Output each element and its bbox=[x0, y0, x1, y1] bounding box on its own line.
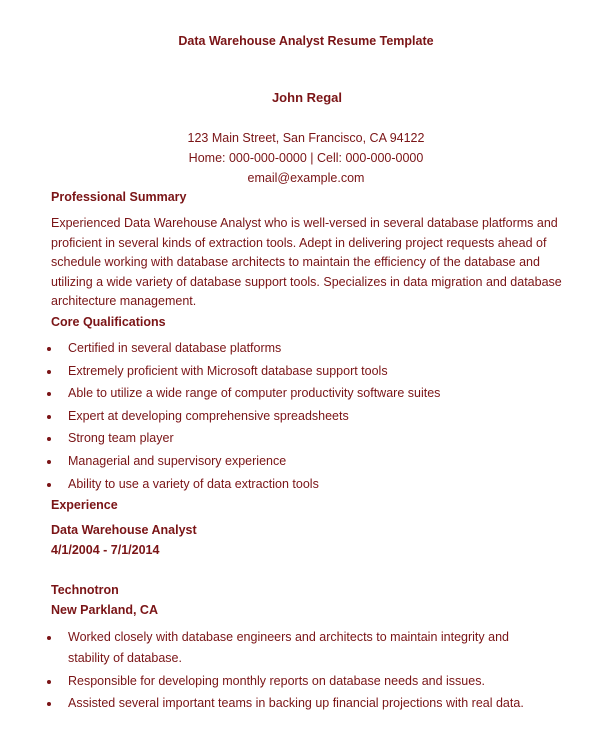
list-item bbox=[0, 450, 440, 473]
candidate-name: John Regal bbox=[271, 90, 343, 105]
qualification-text: Certified in several database platforms bbox=[68, 341, 282, 355]
list-item bbox=[0, 337, 440, 360]
bullet-icon bbox=[47, 392, 51, 396]
qualification-text: Expert at developing comprehensive spreadsheets bbox=[68, 408, 349, 423]
company-name: Technotron bbox=[51, 583, 119, 597]
company-location: New Parkland, CA bbox=[51, 603, 158, 617]
bullet-icon bbox=[47, 437, 51, 441]
summary-text: Experienced Data Warehouse Analyst who is well-versed in several database platforms and proficient in several kinds of extraction tools. Adept in delivering project requests ahead of schedule working with database architects to maintain the efficiency of the database and utilizing a wide variety of database support tools. Specializes in data migration and database architecture management. bbox=[51, 216, 562, 309]
job-dates: 4/1/2004 - 7/1/2014 bbox=[51, 543, 160, 557]
bullet-icon bbox=[47, 680, 51, 684]
contact-email: email@example.com bbox=[247, 171, 365, 185]
experience-list bbox=[0, 627, 538, 716]
qualification-text: Managerial and supervisory experience bbox=[68, 453, 287, 468]
list-item bbox=[0, 427, 440, 450]
document-title: Data Warehouse Analyst Resume Template bbox=[178, 34, 434, 48]
bullet-icon bbox=[47, 636, 51, 640]
qualifications-heading: Core Qualifications bbox=[51, 315, 166, 329]
job-title: Data Warehouse Analyst bbox=[51, 523, 197, 537]
qualification-text: Able to utilize a wide range of computer productivity software suites bbox=[68, 386, 441, 401]
bullet-icon bbox=[47, 460, 51, 464]
contact-address: 123 Main Street, San Francisco, CA 94122 bbox=[187, 131, 425, 145]
bullet-icon bbox=[47, 370, 51, 374]
experience-text: Assisted several important teams in backing up financial projections with real data. bbox=[68, 696, 524, 710]
experience-text: Responsible for developing monthly reports on database needs and issues. bbox=[68, 673, 485, 688]
list-item bbox=[0, 360, 440, 383]
qualification-text: Ability to use a variety of data extraction tools bbox=[68, 476, 319, 491]
list-item bbox=[0, 405, 440, 428]
contact-phones: Home: 000-000-0000 | Cell: 000-000-0000 bbox=[188, 151, 424, 165]
list-item bbox=[0, 473, 440, 496]
bullet-icon bbox=[47, 347, 51, 351]
experience-text: Worked closely with database engineers and architects to maintain integrity and stability of database. bbox=[68, 630, 509, 665]
qualification-text: Strong team player bbox=[68, 431, 174, 446]
list-item bbox=[0, 627, 538, 669]
list-item bbox=[0, 671, 538, 692]
qualifications-list bbox=[0, 337, 440, 495]
qualification-text: Extremely proficient with Microsoft database support tools bbox=[68, 363, 388, 378]
list-item bbox=[0, 382, 440, 405]
bullet-icon bbox=[47, 415, 51, 419]
bullet-icon bbox=[47, 483, 51, 487]
summary-heading: Professional Summary bbox=[51, 190, 187, 204]
bullet-icon bbox=[47, 702, 51, 706]
experience-heading: Experience bbox=[51, 498, 118, 512]
list-item bbox=[0, 693, 538, 714]
